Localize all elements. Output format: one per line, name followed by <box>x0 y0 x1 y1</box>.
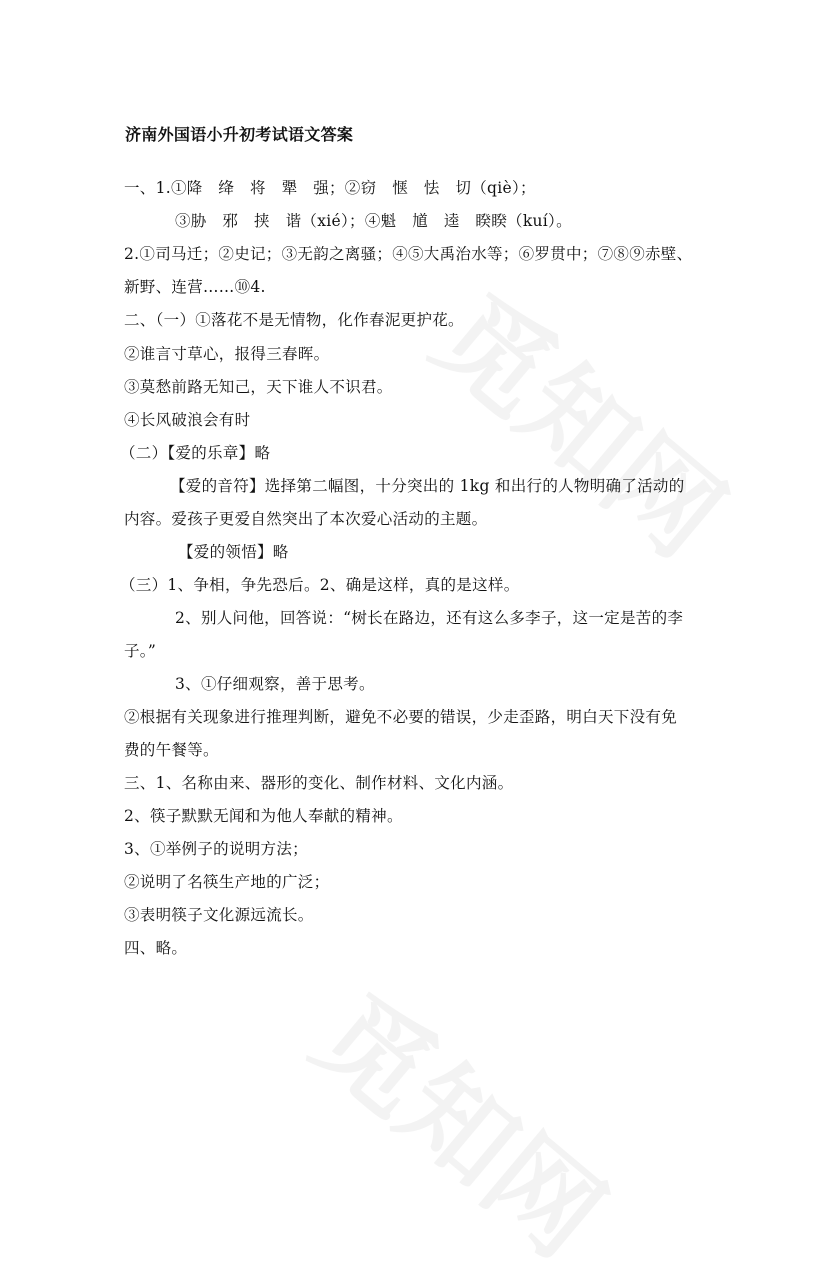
answer-line: 新野、连营……⑩4. <box>124 278 266 296</box>
answer-line: ③莫愁前路无知己，天下谁人不识君。 <box>124 378 393 396</box>
answer-line: 子。” <box>124 642 157 660</box>
answer-line: 内容。爱孩子更爱自然突出了本次爱心活动的主题。 <box>124 510 488 528</box>
answer-line: 二、（一）①落花不是无情物，化作春泥更护花。 <box>124 311 464 329</box>
answer-line: （二）【爱的乐章】略 <box>120 444 271 462</box>
answer-line: 2、筷子默默无闻和为他人奉献的精神。 <box>124 807 403 825</box>
answer-line: 3、①举例子的说明方法； <box>124 840 308 858</box>
answer-line: 【爱的音符】选择第二幅图，十分突出的 1kg 和出行的人物明确了活动的 <box>170 477 685 495</box>
answer-line: 费的午餐等。 <box>124 741 219 759</box>
answer-line: ②谁言寸草心，报得三春晖。 <box>124 345 330 363</box>
answer-line: ④长风破浪会有时 <box>124 411 251 429</box>
answer-line: （三）1、争相，争先恐后。2、确是这样，真的是这样。 <box>120 576 520 594</box>
watermark-bottom <box>288 952 642 1285</box>
answer-line: ②根据有关现象进行推理判断，避免不必要的错误，少走歪路，明白天下没有免 <box>124 708 678 726</box>
answer-line: 三、1、名称由来、器形的变化、制作材料、文化内涵。 <box>124 774 514 792</box>
answer-line: 四、略。 <box>124 939 188 957</box>
answer-line: ③表明筷子文化源远流长。 <box>124 906 314 924</box>
answer-line: ②说明了名筷生产地的广泛； <box>124 873 330 891</box>
answer-line: 2.①司马迁；②史记；③无韵之离骚；④⑤大禹治水等；⑥罗贯中；⑦⑧⑨赤壁、 <box>124 245 693 263</box>
document-title: 济南外国语小升初考试语文答案 <box>125 125 354 144</box>
watermark-top <box>408 252 762 585</box>
answer-line: ③胁 邪 挟 谐（xié）；④魁 馗 逵 睽睽（kuí）。 <box>175 212 572 230</box>
answer-line: 一、1.①降 绛 将 犟 强；②窃 惬 怯 切（qiè）； <box>124 179 536 197</box>
answer-line: 3、①仔细观察，善于思考。 <box>175 675 375 693</box>
answer-line: 2、别人问他，回答说：“树长在路边，还有这么多李子，这一定是苦的李 <box>175 609 684 627</box>
answer-line: 【爱的领悟】略 <box>178 543 289 561</box>
